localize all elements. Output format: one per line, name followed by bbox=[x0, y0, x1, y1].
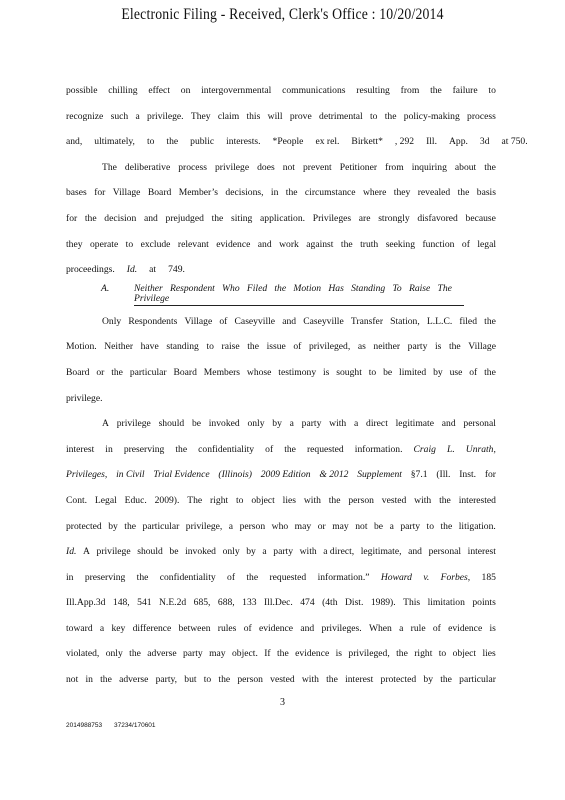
section-title-line1: Neither Respondent Who Filed the Motion Has Standing To Raise The bbox=[134, 282, 452, 294]
text-line: Id. A privilege should be invoked only by a party with a direct, legitimate, and personal interest bbox=[66, 546, 496, 558]
filing-header: Electronic Filing - Received, Clerk's Office : 10/20/2014 bbox=[121, 6, 444, 23]
text-line: protected by the particular privilege, a person who may or may not be a party to the litigation. bbox=[66, 520, 496, 532]
text-line: privilege. bbox=[66, 392, 103, 404]
paragraph-3 bbox=[66, 309, 496, 411]
document-body bbox=[66, 78, 528, 693]
text-line: A privilege should be invoked only by a party with a direct legitimate and personal bbox=[102, 418, 496, 430]
paragraph-2 bbox=[66, 155, 496, 283]
text-line: Cont. Legal Educ. 2009). The right to object lies with the person vested with the interested bbox=[66, 494, 496, 506]
footer-doc-id: 2014988753 bbox=[66, 722, 103, 729]
section-letter: A. bbox=[101, 282, 110, 294]
text-line: they operate to exclude relevant evidence and work against the truth seeking function of legal bbox=[66, 238, 496, 250]
text-line: proceedings. Id. at 749. bbox=[66, 264, 185, 276]
footer-ref: 37234/170601 bbox=[113, 722, 156, 729]
text-line: violated, only the adverse party may object. If the evidence is privileged, the right to object lies bbox=[66, 648, 496, 660]
section-heading bbox=[66, 283, 496, 309]
text-line: and, ultimately, to the public interests. *People ex rel. Birkett* , 292 Ill. App. 3d at 750. bbox=[66, 136, 528, 148]
text-line: interest in preserving the confidentiality of the requested information. Craig L. Unrath, bbox=[66, 443, 496, 455]
text-line: Ill.App.3d 148, 541 N.E.2d 685, 688, 133 Ill.Dec. 474 (4th Dist. 1989). This limitation points bbox=[66, 597, 496, 609]
section-title-line2: Privilege bbox=[134, 292, 170, 304]
text-line: toward a key difference between rules of evidence and privileges. When a rule of evidence is bbox=[66, 622, 496, 634]
text-line: Board or the particular Board Members whose testimony is sought to be limited by use of the bbox=[66, 366, 496, 378]
text-line: Only Respondents Village of Caseyville and Caseyville Transfer Station, L.L.C. filed the bbox=[102, 315, 496, 327]
text-line: Motion. Neither have standing to raise the issue of privileged, as neither party is the Village bbox=[66, 341, 496, 353]
paragraph-1 bbox=[66, 78, 528, 155]
text-line: in preserving the confidentiality of the requested information.” Howard v. Forbes, 185 bbox=[66, 571, 496, 583]
text-line: The deliberative process privilege does not prevent Petitioner from inquiring about the bbox=[102, 161, 496, 173]
text-line: possible chilling effect on intergovernmental communications resulting from the failure to bbox=[66, 85, 496, 96]
document-footer bbox=[66, 722, 156, 729]
text-line: recognize such a privilege. They claim this will prove detrimental to the policy-making process bbox=[66, 110, 496, 122]
text-line: for the decision and prejudged the siting application. Privileges are strongly disfavored because bbox=[66, 212, 496, 224]
paragraph-4 bbox=[66, 411, 496, 693]
text-line: bases for Village Board Member’s decisions, in the circumstance where they revealed the basis bbox=[66, 187, 496, 199]
heading-underline bbox=[134, 305, 464, 306]
page-number: 3 bbox=[280, 697, 285, 708]
text-line: not in the adverse party, but to the person vested with the interest protected by the particular bbox=[66, 674, 496, 686]
text-line: Privileges, in Civil Trial Evidence (Illinois) 2009 Edition & 2012 Supplement §7.1 (Ill. Inst. for bbox=[66, 469, 496, 481]
